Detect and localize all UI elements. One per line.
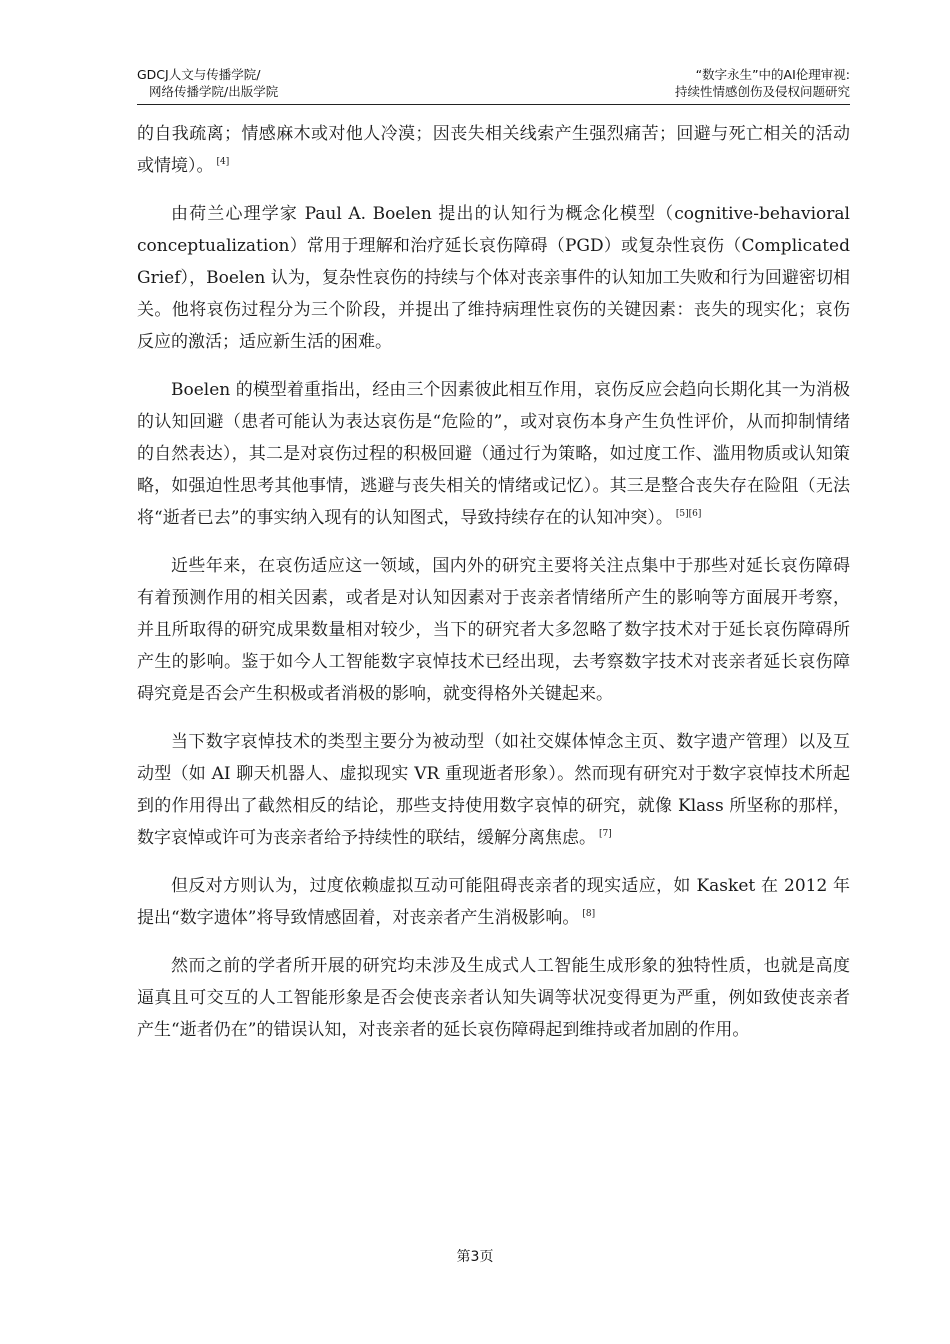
citation-4: [4] — [216, 157, 230, 168]
paragraph-1-text: 的自我疏离；情感麻木或对他人冷漠；因丧失相关线索产生强烈痛苦；回避与死亡相关的活动或情境）。 — [137, 124, 850, 176]
paragraph-4 — [137, 550, 850, 710]
paragraph-5 — [137, 726, 850, 854]
page-header — [137, 64, 850, 105]
citation-5-6: [5][6] — [675, 509, 702, 520]
paragraph-2 — [137, 198, 850, 358]
header-title-line1: “数字永生”中的AI伦理审视: — [695, 67, 850, 82]
paragraph-1 — [137, 118, 850, 182]
paragraph-5-text: 当下数字哀悼技术的类型主要分为被动型（如社交媒体悼念主页、数字遗产管理）以及互动型（如 AI 聊天机器人、虚拟现实 VR 重现逝者形象）。然而现有研究对于数字哀悼技术所起到的作用得出了截然相反的结论，那些支持使用数字哀悼的研究，就像 Klass 所坚称的那样，数字哀悼或许可为丧亲者给予持续性的联结，缓解分离焦虑。 — [137, 732, 850, 848]
header-left — [137, 66, 278, 100]
paragraph-4-text: 近些年来，在哀伤适应这一领域，国内外的研究主要将关注点集中于那些对延长哀伤障碍有着预测作用的相关因素，或者是对认知因素对于丧亲者情绪所产生的影响等方面展开考察，并且所取得的研究成果数量相对较少，当下的研究者大多忽略了数字技术对于延长哀伤障碍所产生的影响。鉴于如今人工智能数字哀悼技术已经出现，去考察数字技术对丧亲者延长哀伤障碍究竟是否会产生积极或者消极的影响，就变得格外关键起来。 — [137, 556, 850, 704]
paragraph-6-text: 但反对方则认为，过度依赖虚拟互动可能阻碍丧亲者的现实适应，如 Kasket 在 2012 年提出“数字遗体”将导致情感固着，对丧亲者产生消极影响。 — [137, 876, 850, 928]
header-right — [675, 66, 850, 100]
header-institution-line2: 网络传播学院/出版学院 — [149, 84, 279, 99]
paragraph-7 — [137, 950, 850, 1046]
paragraph-6 — [137, 870, 850, 934]
citation-8: [8] — [582, 909, 596, 920]
header-title-line2: 持续性情感创伤及侵权问题研究 — [674, 84, 850, 99]
header-institution-line1: GDCJ人文与传播学院/ — [137, 67, 261, 82]
paragraph-2-text: 由荷兰心理学家 Paul A. Boelen 提出的认知行为概念化模型（cognitive-behavioral conceptualization）常用于理解和治疗延长哀伤障碍（PGD）或复杂性哀伤（Complicated Grief），Boelen 认为，复杂性哀伤的持续与个体对丧亲事件的认知加工失败和行为回避密切相关。他将哀伤过程分为三个阶段，并提出了维持病理性哀伤的关键因素：丧失的现实化；哀伤反应的激活；适应新生活的困难。 — [137, 204, 850, 352]
paragraph-3 — [137, 374, 850, 534]
page-number: 第3页 — [456, 1249, 494, 1265]
body-text — [137, 118, 850, 1062]
paragraph-3-text: Boelen 的模型着重指出，经由三个因素彼此相互作用，哀伤反应会趋向长期化其一为消极的认知回避（患者可能认为表达哀伤是“危险的”，或对哀伤本身产生负性评价，从而抑制情绪的自然表达），其二是对哀伤过程的积极回避（通过行为策略，如过度工作、滥用物质或认知策略，如强迫性思考其他事情，逃避与丧失相关的情绪或记忆）。其三是整合丧失存在险阻（无法将“逝者已去”的事实纳入现有的认知图式，导致持续存在的认知冲突）。 — [137, 380, 850, 528]
citation-7: [7] — [599, 829, 612, 840]
paragraph-7-text: 然而之前的学者所开展的研究均未涉及生成式人工智能生成形象的独特性质，也就是高度逼真且可交互的人工智能形象是否会使丧亲者认知失调等状况变得更为严重，例如致使丧亲者产生“逝者仍在”的错误认知，对丧亲者的延长哀伤障碍起到维持或者加剧的作用。 — [137, 956, 850, 1040]
